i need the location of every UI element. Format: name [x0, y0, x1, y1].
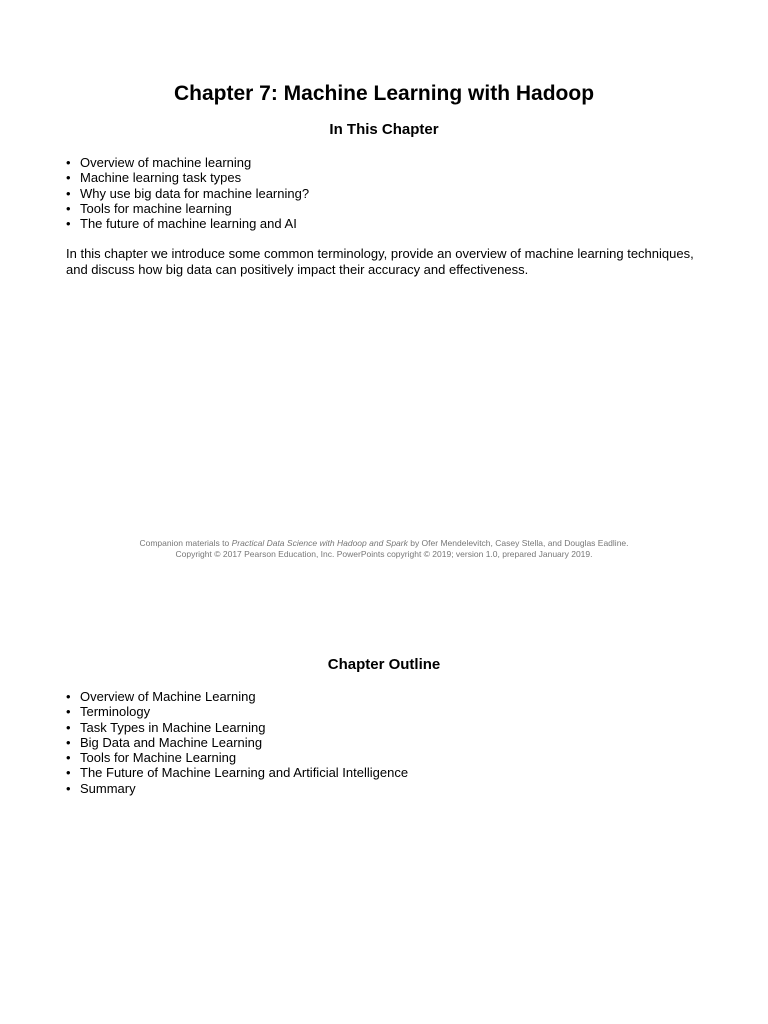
list-item: • The Future of Machine Learning and Artificial Intelligence — [66, 765, 408, 780]
list-item: • Terminology — [66, 704, 408, 719]
list-item: • Overview of machine learning — [66, 155, 309, 170]
companion-line — [0, 538, 768, 549]
companion-prefix: Companion materials to — [139, 538, 232, 548]
list-item: • The future of machine learning and AI — [66, 216, 309, 231]
chapter-outline-list — [66, 689, 408, 796]
list-item: • Big Data and Machine Learning — [66, 735, 408, 750]
chapter-topics-list — [66, 155, 309, 231]
list-item: • Machine learning task types — [66, 170, 309, 185]
authors: by Ofer Mendelevitch, Casey Stella, and Douglas Eadline. — [407, 538, 629, 548]
list-item: • Summary — [66, 781, 408, 796]
chapter-outline-heading: Chapter Outline — [327, 656, 441, 673]
list-item: • Tools for machine learning — [66, 201, 309, 216]
list-item: • Task Types in Machine Learning — [66, 720, 408, 735]
page-title: Chapter 7: Machine Learning with Hadoop — [173, 82, 595, 105]
intro-paragraph: In this chapter we introduce some common terminology, provide an overview of machine learning techniques, and discuss how big data can positively impact their accuracy and effectiveness. — [66, 246, 694, 277]
list-item: • Overview of Machine Learning — [66, 689, 408, 704]
copyright-line: Copyright © 2017 Pearson Education, Inc. PowerPoints copyright © 2019; version 1.0, prepared January 2019. — [175, 548, 593, 559]
list-item: • Why use big data for machine learning? — [66, 186, 309, 201]
in-this-chapter-heading: In This Chapter — [329, 121, 439, 138]
list-item: • Tools for Machine Learning — [66, 750, 408, 765]
copyright-footer — [0, 538, 768, 559]
book-title: Practical Data Science with Hadoop and Spark — [231, 538, 408, 548]
